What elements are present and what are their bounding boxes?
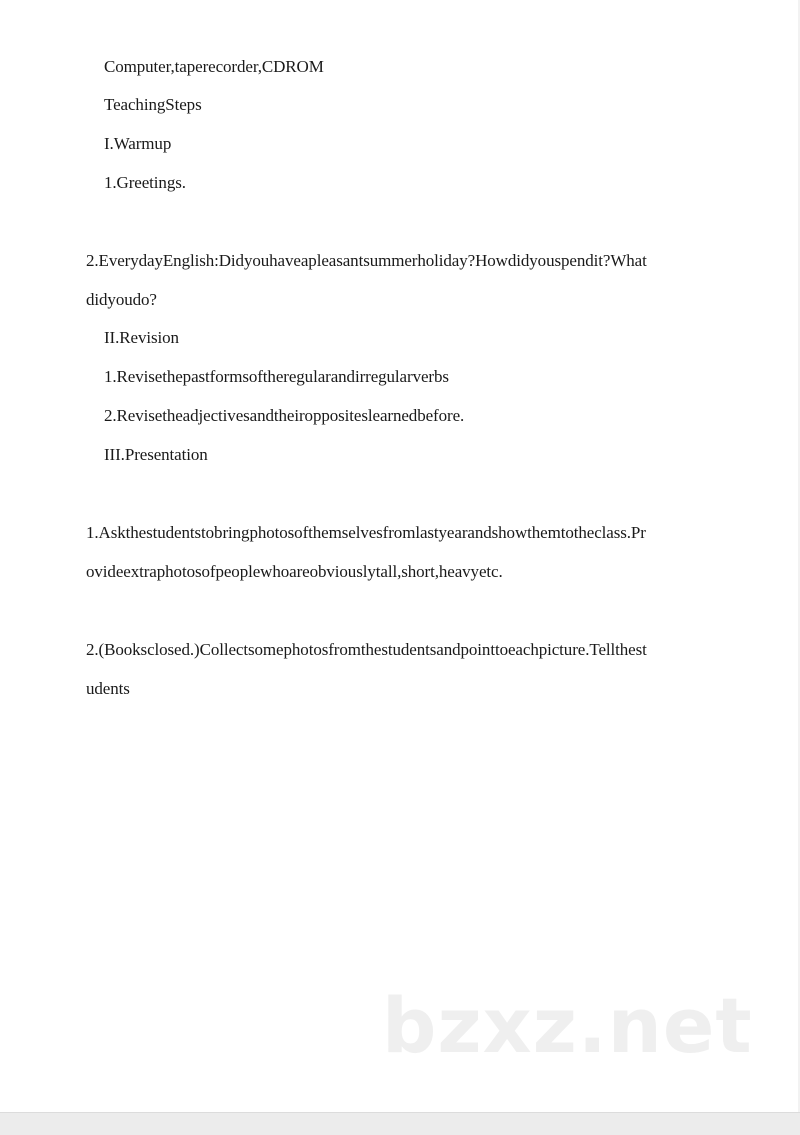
revision-item-1: 1.Revisethepastformsoftheregularandirregularverbs xyxy=(104,367,449,386)
presentation-item-2-continued: udents xyxy=(86,679,130,698)
presentation-item-2: 2.(Booksclosed.)Collectsomephotosfromthestudentsandpointtoeachpicture.Tellthest xyxy=(86,640,647,659)
section-revision-heading: II.Revision xyxy=(104,328,179,347)
everyday-english-item-continued: didyoudo? xyxy=(86,290,157,309)
section-presentation-heading: III.Presentation xyxy=(104,445,208,464)
revision-item-2: 2.Revisetheadjectivesandtheiroppositeslearnedbefore. xyxy=(104,406,465,425)
presentation-item-1-continued: ovideextraphotosofpeoplewhoareobviouslytall,short,heavyetc. xyxy=(86,562,503,581)
presentation-item-1: 1.Askthestudentstobringphotosofthemselvesfromlastyearandshowthemtotheclass.Pr xyxy=(86,523,646,542)
everyday-english-item: 2.EverydayEnglish:Didyouhaveapleasantsummerholiday?Howdidyouspendit?What xyxy=(86,251,647,270)
materials-line: Computer,taperecorder,CDROM xyxy=(104,57,324,76)
teaching-steps-heading: TeachingSteps xyxy=(104,95,202,114)
greetings-item: 1.Greetings. xyxy=(104,173,186,192)
page-footer-band xyxy=(0,1112,800,1135)
watermark-logo: bzxz.net xyxy=(382,981,753,1070)
section-warmup-heading: I.Warmup xyxy=(104,134,172,153)
